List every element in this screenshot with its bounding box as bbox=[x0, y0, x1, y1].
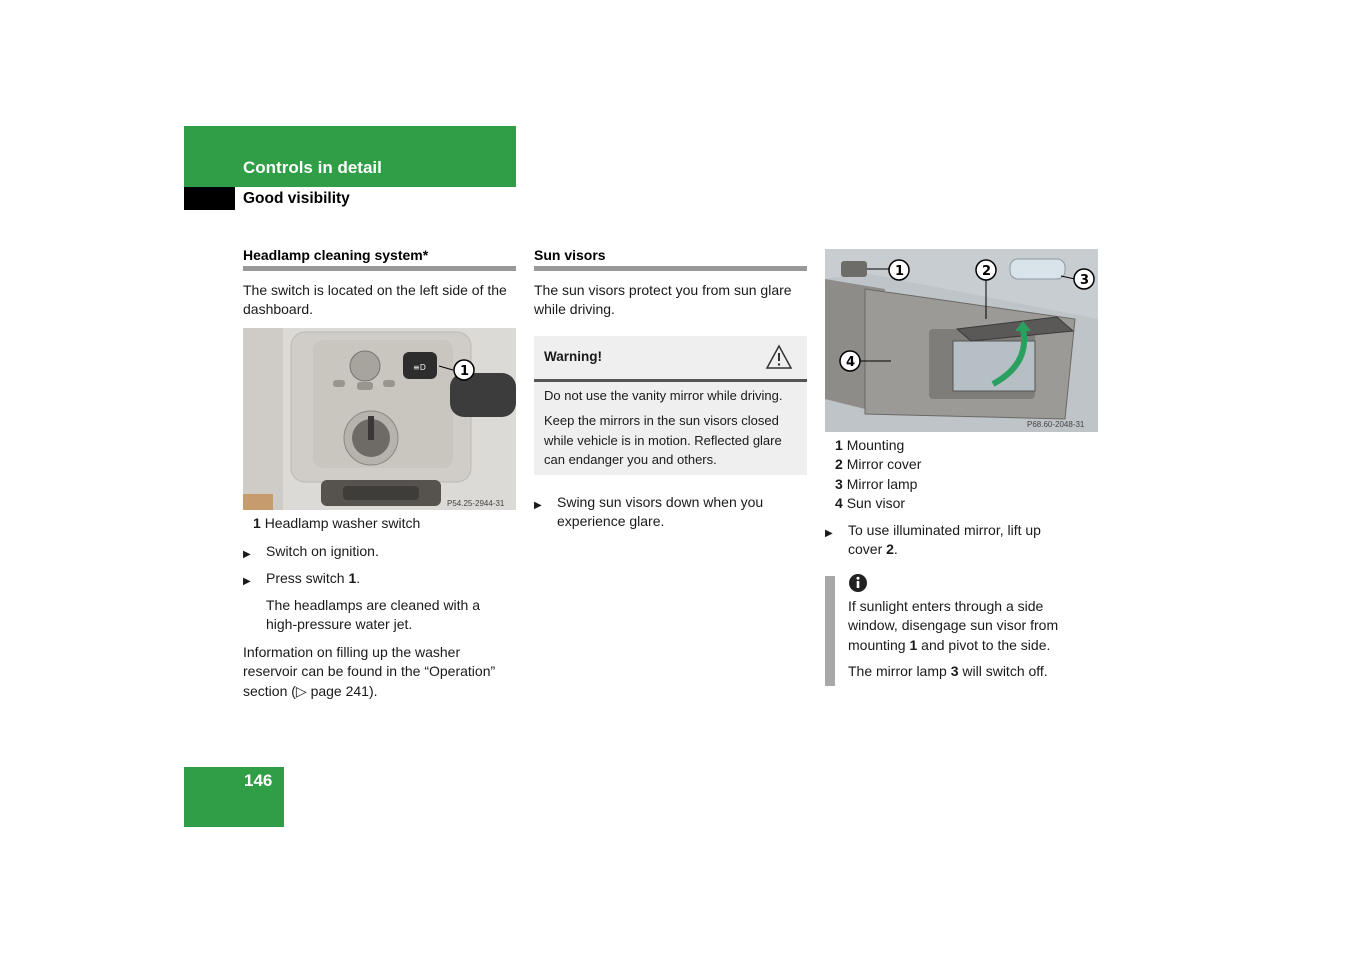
info-circle-icon bbox=[848, 573, 868, 593]
svg-text:1: 1 bbox=[895, 264, 905, 279]
text-line: high-pressure water jet. bbox=[266, 616, 413, 633]
figure-code: P54.25-2944-31 bbox=[447, 499, 505, 508]
warning-line: Do not use the vanity mirror while driving. bbox=[544, 388, 783, 403]
text-run: cover bbox=[848, 541, 887, 558]
step-result bbox=[266, 596, 480, 635]
text-line: To use illuminated mirror, lift up bbox=[848, 522, 1041, 538]
text-line: The switch is located on the left side of the bbox=[243, 282, 507, 298]
text-line bbox=[848, 540, 1041, 559]
legend-number: 1 bbox=[835, 437, 843, 453]
text-line bbox=[848, 636, 1058, 655]
legend-number: 1 bbox=[253, 515, 261, 531]
legend-label: Sun visor bbox=[846, 494, 906, 511]
headlamp-cleaning-heading: Headlamp cleaning system* bbox=[243, 247, 429, 263]
text-run: . bbox=[893, 541, 898, 558]
sun-visor-figure bbox=[825, 249, 1098, 432]
step-text bbox=[557, 493, 763, 532]
text-line: The sun visors protect you from sun glare bbox=[534, 282, 792, 298]
text-run: The mirror lamp bbox=[848, 663, 951, 679]
legend-item bbox=[835, 475, 921, 494]
figure-legend bbox=[253, 514, 420, 533]
heading-rule bbox=[534, 266, 807, 271]
dashboard-illustration bbox=[243, 328, 516, 510]
warning-line: can endanger you and others. bbox=[544, 452, 717, 467]
svg-text:3: 3 bbox=[1080, 273, 1090, 288]
step-item bbox=[243, 543, 251, 564]
text-run: will switch off. bbox=[958, 663, 1048, 679]
step-text: Switch on ignition. bbox=[266, 543, 379, 559]
step-item bbox=[825, 522, 833, 543]
page-reference-link[interactable]: section (▷ page 241). bbox=[243, 682, 378, 699]
text-line: If sunlight enters through a side bbox=[848, 598, 1044, 614]
headlamp-switch-figure bbox=[243, 328, 516, 510]
sun-visors-intro bbox=[534, 281, 792, 320]
heading-rule bbox=[243, 266, 516, 271]
text-line: window, disengage sun visor from bbox=[848, 617, 1059, 634]
ref-number: 1 bbox=[909, 636, 918, 653]
warning-triangle-icon bbox=[765, 344, 793, 370]
text-run: . bbox=[356, 570, 361, 586]
text-line: Swing sun visors down when you bbox=[557, 494, 764, 510]
legend-number: 2 bbox=[835, 456, 843, 473]
sun-visor-illustration bbox=[825, 249, 1098, 432]
step-text bbox=[266, 569, 360, 588]
warning-line: while vehicle is in motion. Reflected glare bbox=[544, 432, 782, 448]
triangle-bullet-icon: ▶ bbox=[825, 528, 833, 539]
note-bar bbox=[825, 576, 835, 686]
legend-label: Headlamp washer switch bbox=[264, 515, 421, 531]
warning-header bbox=[534, 336, 807, 379]
warning-paragraph bbox=[544, 411, 782, 470]
legend-label: Mounting bbox=[846, 437, 905, 453]
step-text bbox=[848, 521, 1041, 560]
text-run: and pivot to the side. bbox=[917, 636, 1051, 653]
warning-title: Warning! bbox=[544, 349, 602, 364]
step-item bbox=[534, 494, 542, 515]
legend-item bbox=[835, 455, 921, 474]
washer-info bbox=[243, 643, 495, 701]
figure-code: P68.60-2048-31 bbox=[1027, 420, 1085, 429]
ref-number: 3 bbox=[950, 663, 959, 679]
section-marker bbox=[184, 187, 235, 210]
page-number: 146 bbox=[244, 771, 273, 790]
ref-number: 2 bbox=[886, 541, 894, 558]
svg-text:2: 2 bbox=[982, 264, 992, 279]
headlamp-intro bbox=[243, 281, 507, 320]
legend-item bbox=[835, 494, 921, 513]
section-title: Good visibility bbox=[243, 190, 350, 207]
ref-number: 1 bbox=[348, 570, 357, 586]
step-item bbox=[243, 570, 251, 591]
info-note bbox=[848, 597, 1058, 655]
text-line: experience glare. bbox=[557, 513, 665, 530]
legend-number: 3 bbox=[835, 475, 843, 492]
legend-label: Mirror lamp bbox=[846, 475, 918, 492]
text-line: The headlamps are cleaned with a bbox=[266, 597, 481, 613]
triangle-bullet-icon: ▶ bbox=[243, 576, 251, 587]
legend-item bbox=[835, 436, 921, 455]
chapter-title: Controls in detail bbox=[243, 158, 382, 177]
svg-text:≡D: ≡D bbox=[413, 363, 426, 372]
svg-text:1: 1 bbox=[460, 364, 470, 379]
legend-number: 4 bbox=[835, 494, 843, 511]
triangle-bullet-icon: ▶ bbox=[534, 500, 542, 511]
warning-line: Keep the mirrors in the sun visors closed bbox=[544, 413, 779, 428]
svg-text:4: 4 bbox=[846, 355, 856, 370]
text-line: dashboard. bbox=[243, 301, 314, 318]
legend-label: Mirror cover bbox=[846, 456, 922, 473]
triangle-bullet-icon: ▶ bbox=[243, 549, 251, 560]
text-line: reservoir can be found in the “Operation” bbox=[243, 663, 496, 680]
text-run: Press switch bbox=[266, 570, 349, 586]
figure-legend bbox=[835, 436, 921, 513]
text-line: Information on filling up the washer bbox=[243, 644, 461, 660]
text-line: while driving. bbox=[534, 301, 615, 318]
warning-body bbox=[534, 382, 807, 475]
text-run: mounting bbox=[848, 636, 910, 653]
sun-visors-heading: Sun visors bbox=[534, 247, 606, 263]
info-note-line bbox=[848, 662, 1048, 681]
